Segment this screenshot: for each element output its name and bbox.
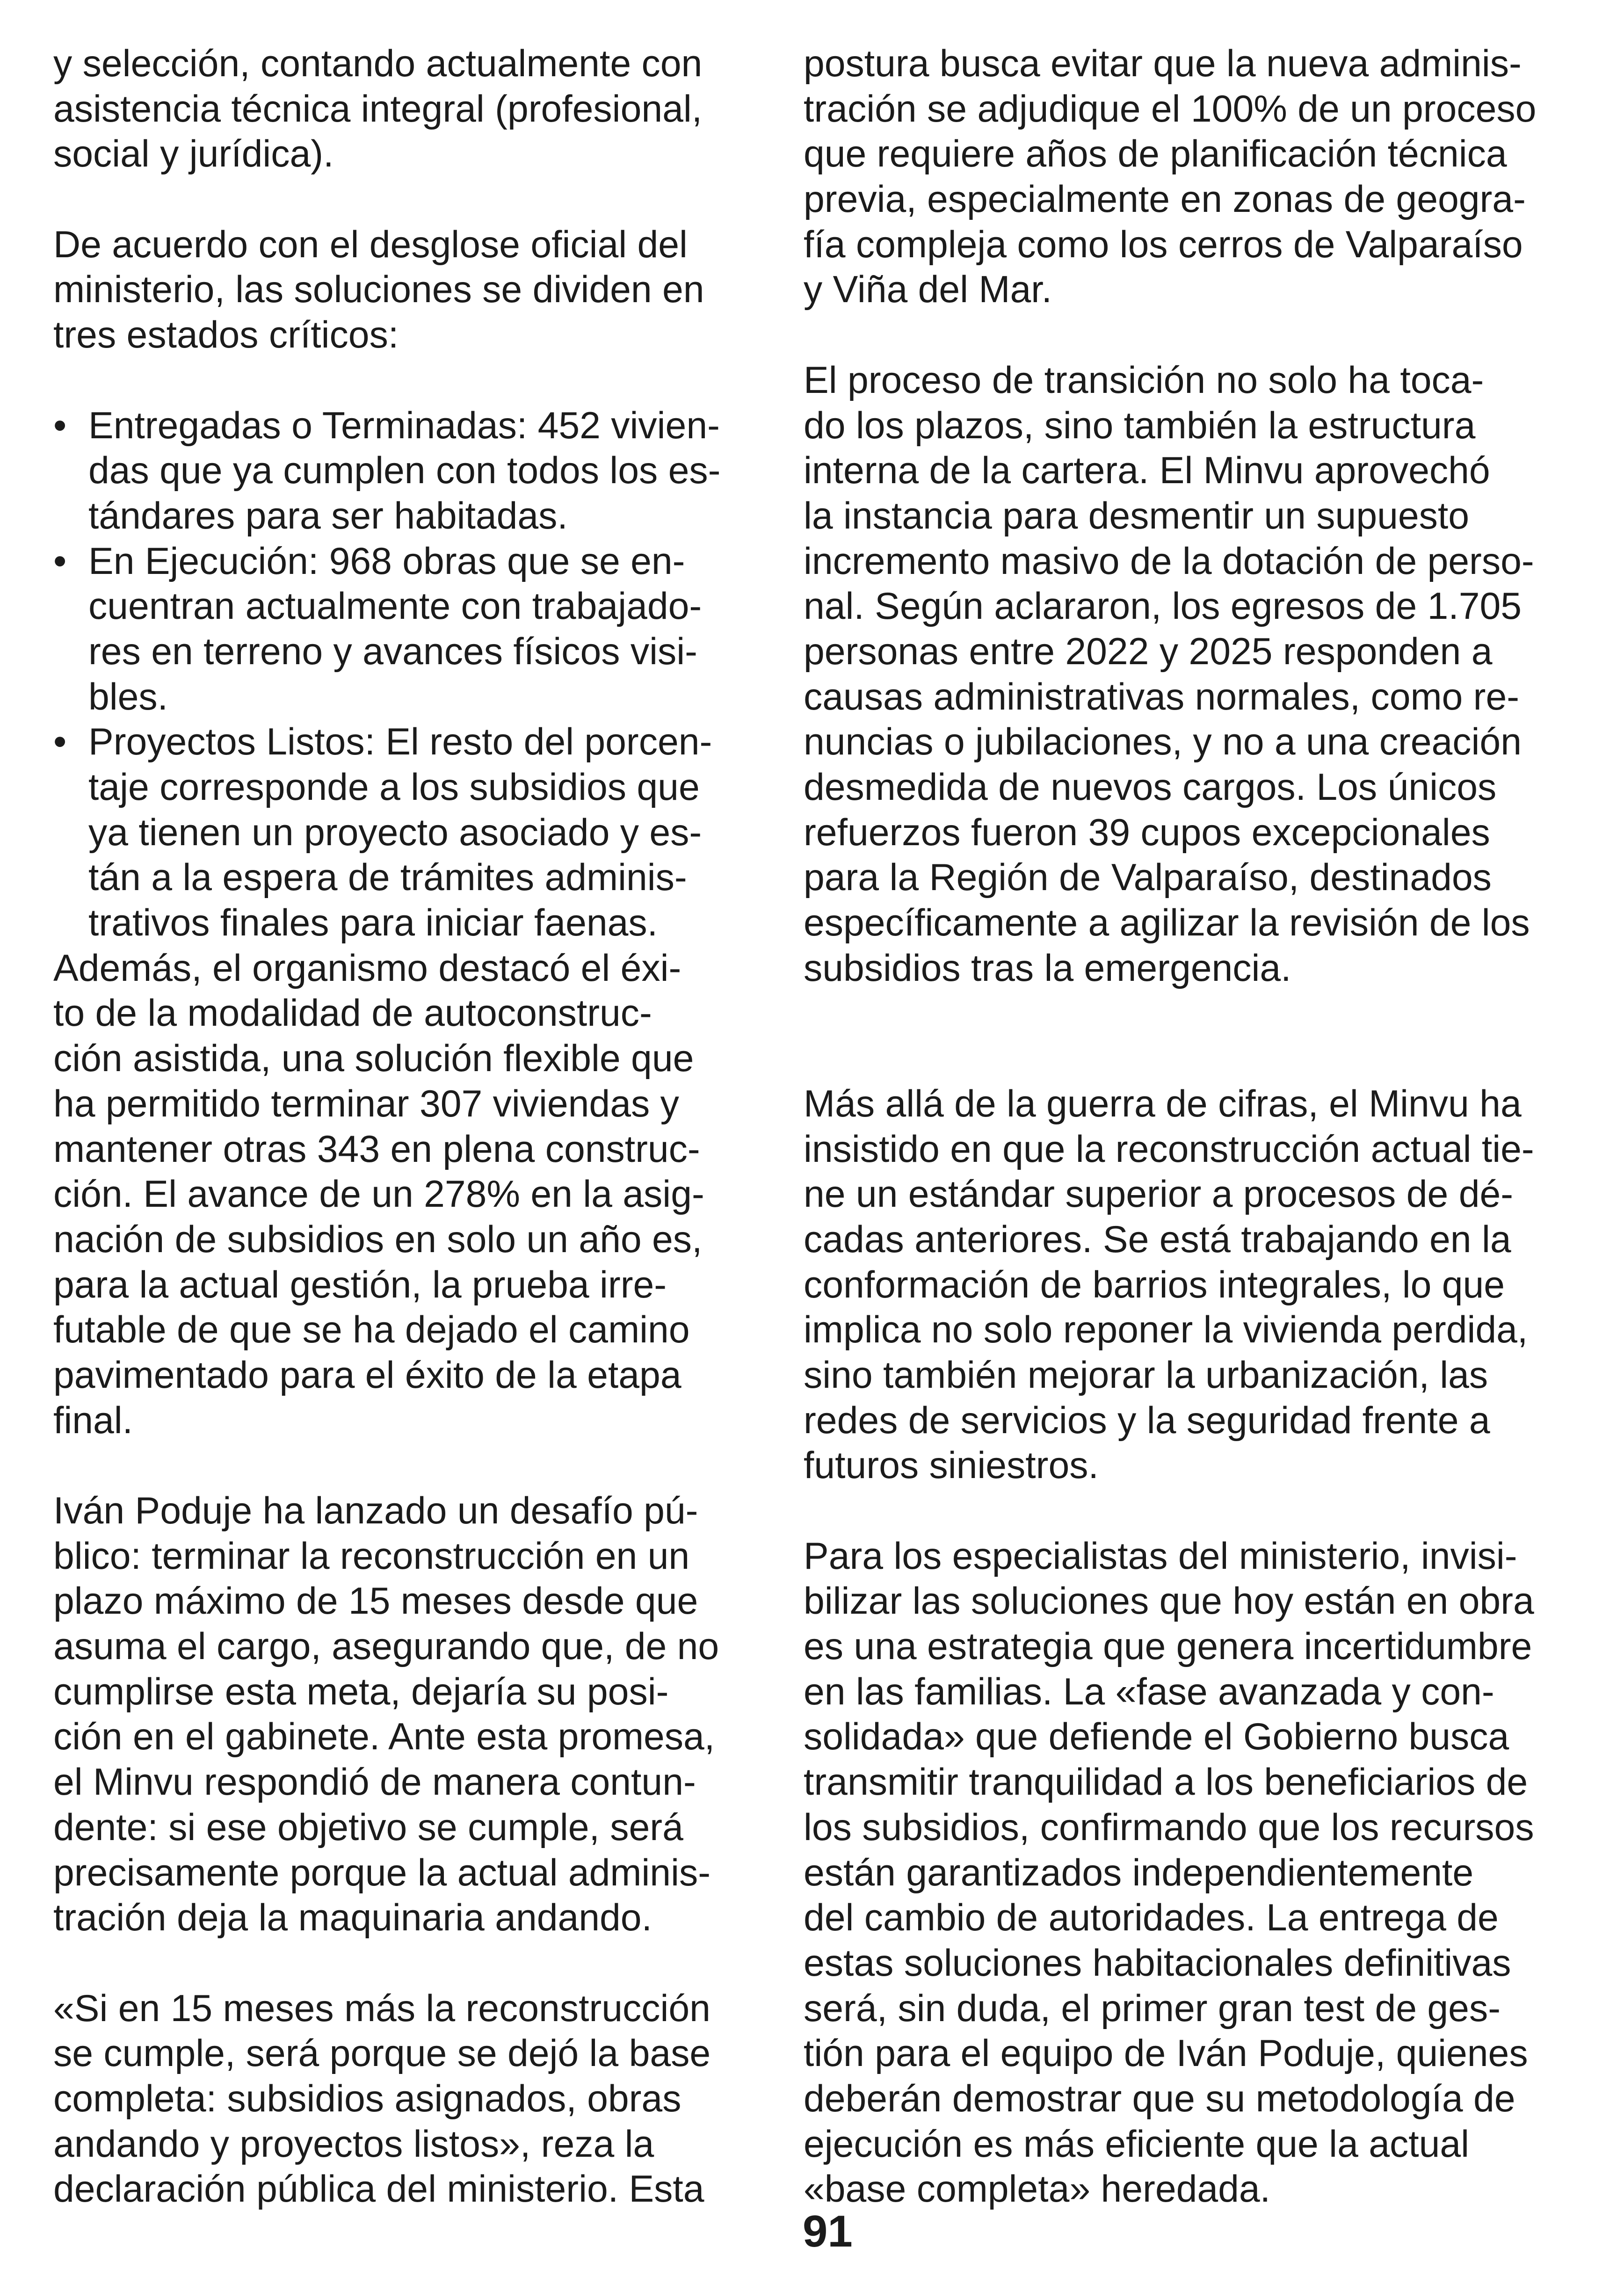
bullet-text-line: Proyectos Listos: El resto del porcen- <box>88 721 712 763</box>
text-line: que requiere años de planificación técnica <box>804 133 1507 175</box>
page-number: 91 <box>803 2206 853 2256</box>
text-line: ción asistida, una solución flexible que <box>53 1037 694 1080</box>
paragraph-gap <box>53 1941 746 1986</box>
text-line: ministerio, las soluciones se dividen en <box>53 268 704 311</box>
text-line: específicamente a agilizar la revisión de los <box>804 902 1530 944</box>
text-line: asistencia técnica integral (profesional, <box>53 87 703 130</box>
text-line: dente: si ese objetivo se cumple, será <box>53 1806 683 1849</box>
paragraph <box>53 41 746 177</box>
text-line: El proceso de transición no solo ha toca- <box>804 359 1484 401</box>
text-line: nación de subsidios en solo un año es, <box>53 1218 703 1261</box>
paragraph <box>53 946 746 1443</box>
text-line: do los plazos, sino también la estructura <box>804 404 1476 447</box>
bullet-text-line: res en terreno y avances físicos visi- <box>88 630 697 673</box>
text-line: mantener otras 343 en plena construc- <box>53 1128 700 1170</box>
text-line: ha permitido terminar 307 viviendas y <box>53 1082 679 1125</box>
text-line: «base completa» heredada. <box>804 2168 1271 2211</box>
text-line: tración se adjudique el 100% de un proceso <box>804 87 1537 130</box>
text-line: deberán demostrar que su metodología de <box>804 2077 1515 2120</box>
text-line: to de la modalidad de autoconstruc- <box>53 992 652 1035</box>
text-line: refuerzos fueron 39 cupos excepcionales <box>804 811 1490 854</box>
text-line: declaración pública del ministerio. Esta <box>53 2168 704 2211</box>
text-line: Más allá de la guerra de cifras, el Minvu ha <box>804 1082 1522 1125</box>
paragraph <box>804 1081 1561 1488</box>
bullet-text-line: tán a la espera de trámites adminis- <box>88 856 687 899</box>
paragraph <box>53 1986 746 2212</box>
text-line: la instancia para desmentir un supuesto <box>804 494 1470 537</box>
text-line: en las familias. La «fase avanzada y con- <box>804 1670 1494 1713</box>
text-line: desmedida de nuevos cargos. Los únicos <box>804 766 1497 808</box>
text-line: causas administrativas normales, como re- <box>804 675 1520 718</box>
paragraph <box>804 41 1561 312</box>
text-line: postura busca evitar que la nueva adminis- <box>804 43 1522 85</box>
bullet-text-line: Entregadas o Terminadas: 452 vivien- <box>88 404 720 447</box>
bullet-marker: • <box>53 721 67 763</box>
text-line: andando y proyectos listos», reza la <box>53 2123 654 2165</box>
text-line: el Minvu respondió de manera contun- <box>53 1761 696 1804</box>
bullet-text-line: taje corresponde a los subsidios que <box>88 766 700 808</box>
paragraph <box>53 222 746 358</box>
text-line: ne un estándar superior a procesos de dé- <box>804 1173 1514 1216</box>
text-line: para la actual gestión, la prueba irre- <box>53 1263 667 1306</box>
bullet-text-line: bles. <box>88 675 168 718</box>
bullet-marker: • <box>53 404 67 447</box>
bullet-list <box>53 403 746 946</box>
bullet-text-line: En Ejecución: 968 obras que se en- <box>88 540 685 582</box>
paragraph <box>804 358 1561 991</box>
text-line: Iván Poduje ha lanzado un desafío pú- <box>53 1490 698 1532</box>
bullet-item <box>53 403 746 539</box>
text-line: y Viña del Mar. <box>804 268 1052 311</box>
bullet-text-line: ya tienen un proyecto asociado y es- <box>88 811 702 854</box>
text-line: conformación de barrios integrales, lo que <box>804 1263 1505 1306</box>
text-line: pavimentado para el éxito de la etapa <box>53 1354 682 1396</box>
paragraph <box>804 1534 1561 2212</box>
paragraph-gap <box>804 312 1561 358</box>
text-line: están garantizados independientemente <box>804 1851 1474 1894</box>
text-line: asuma el cargo, asegurando que, de no <box>53 1625 719 1668</box>
text-line: personas entre 2022 y 2025 responden a <box>804 630 1493 673</box>
text-line: tres estados críticos: <box>53 314 399 356</box>
text-line: interna de la cartera. El Minvu aprovechó <box>804 449 1490 492</box>
text-line: fía compleja como los cerros de Valparaíso <box>804 223 1523 266</box>
text-line: implica no solo reponer la vivienda perdida, <box>804 1309 1528 1351</box>
text-line: plazo máximo de 15 meses desde que <box>53 1580 698 1623</box>
text-line: del cambio de autoridades. La entrega de <box>804 1897 1499 1939</box>
paragraph-gap <box>53 358 746 403</box>
text-line: cumplirse esta meta, dejaría su posi- <box>53 1670 669 1713</box>
text-line: se cumple, será porque se dejó la base <box>53 2032 711 2075</box>
text-line: cadas anteriores. Se está trabajando en la <box>804 1218 1511 1261</box>
text-line: insistido en que la reconstrucción actual tie- <box>804 1128 1534 1170</box>
bullet-item <box>53 719 746 945</box>
text-line: previa, especialmente en zonas de geogra- <box>804 178 1526 221</box>
text-line: Además, el organismo destacó el éxi- <box>53 947 682 989</box>
left-column <box>53 41 746 2212</box>
text-line: «Si en 15 meses más la reconstrucción <box>53 1987 710 2030</box>
text-line: incremento masivo de la dotación de perso- <box>804 540 1534 582</box>
text-line: solidada» que defiende el Gobierno busca <box>804 1716 1509 1758</box>
bullet-marker: • <box>53 540 67 582</box>
text-line: para la Región de Valparaíso, destinados <box>804 856 1492 899</box>
bullet-text-line: das que ya cumplen con todos los es- <box>88 449 721 492</box>
paragraph-gap <box>53 177 746 222</box>
text-line: Para los especialistas del ministerio, invisi- <box>804 1535 1517 1577</box>
text-line: social y jurídica). <box>53 133 334 175</box>
text-line: futuros siniestros. <box>804 1444 1099 1487</box>
right-column <box>804 41 1561 2212</box>
text-line: y selección, contando actualmente con <box>53 43 703 85</box>
text-line: ción. El avance de un 278% en la asig- <box>53 1173 704 1216</box>
text-line: tración deja la maquinaria andando. <box>53 1897 652 1939</box>
text-line: De acuerdo con el desglose oficial del <box>53 223 688 266</box>
text-line: transmitir tranquilidad a los beneficiarios de <box>804 1761 1528 1804</box>
text-line: nal. Según aclararon, los egresos de 1.705 <box>804 585 1522 628</box>
paragraph-gap <box>53 1443 746 1488</box>
text-line: final. <box>53 1399 133 1442</box>
text-line: tión para el equipo de Iván Poduje, quienes <box>804 2032 1528 2075</box>
text-line: nuncias o jubilaciones, y no a una creación <box>804 721 1522 763</box>
bullet-text-line: trativos finales para iniciar faenas. <box>88 902 658 944</box>
text-line: sino también mejorar la urbanización, las <box>804 1354 1488 1396</box>
bullet-item <box>53 539 746 720</box>
bullet-text-line: cuentran actualmente con trabajado- <box>88 585 702 628</box>
text-line: blico: terminar la reconstrucción en un <box>53 1535 690 1577</box>
text-line: futable de que se ha dejado el camino <box>53 1309 690 1351</box>
paragraph-gap <box>804 991 1561 1081</box>
paragraph <box>53 1488 746 1941</box>
text-line: será, sin duda, el primer gran test de ges- <box>804 1987 1501 2030</box>
text-line: ejecución es más eficiente que la actual <box>804 2123 1470 2165</box>
text-line: precisamente porque la actual adminis- <box>53 1851 711 1894</box>
text-line: subsidios tras la emergencia. <box>804 947 1291 989</box>
text-line: estas soluciones habitacionales definitivas <box>804 1942 1511 1984</box>
text-line: redes de servicios y la seguridad frente a <box>804 1399 1490 1442</box>
text-line: ción en el gabinete. Ante esta promesa, <box>53 1716 715 1758</box>
paragraph-gap <box>804 1488 1561 1534</box>
text-line: es una estrategia que genera incertidumbre <box>804 1625 1532 1668</box>
text-line: bilizar las soluciones que hoy están en obra <box>804 1580 1534 1623</box>
text-line: completa: subsidios asignados, obras <box>53 2077 682 2120</box>
text-line: los subsidios, confirmando que los recursos <box>804 1806 1534 1849</box>
bullet-text-line: tándares para ser habitadas. <box>88 494 568 537</box>
